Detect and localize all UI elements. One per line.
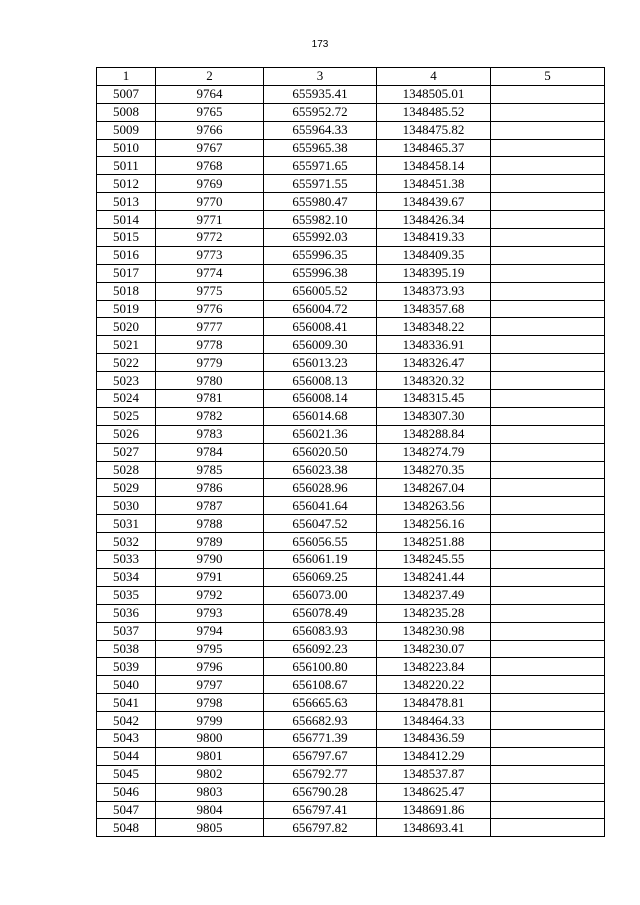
table-cell: 655992.03 — [264, 229, 377, 247]
table-cell: 9774 — [156, 264, 264, 282]
table-cell — [491, 801, 605, 819]
table-cell: 656061.19 — [264, 551, 377, 569]
table-cell: 1348478.81 — [377, 694, 491, 712]
table-cell: 5011 — [97, 157, 156, 175]
table-cell: 5014 — [97, 211, 156, 229]
table-cell — [491, 443, 605, 461]
table-cell: 656790.28 — [264, 783, 377, 801]
table-cell: 5043 — [97, 729, 156, 747]
table-cell — [491, 497, 605, 515]
table-cell: 5045 — [97, 765, 156, 783]
table-cell: 1348412.29 — [377, 747, 491, 765]
table-cell: 1348245.55 — [377, 551, 491, 569]
table-cell: 1348693.41 — [377, 819, 491, 837]
table-cell: 655971.65 — [264, 157, 377, 175]
table-cell — [491, 640, 605, 658]
table-row — [97, 300, 605, 318]
table-cell: 9793 — [156, 604, 264, 622]
table-row — [97, 694, 605, 712]
table-cell: 9791 — [156, 568, 264, 586]
table-cell — [491, 175, 605, 193]
table-cell: 5028 — [97, 461, 156, 479]
table-cell: 656008.41 — [264, 318, 377, 336]
table-cell: 5036 — [97, 604, 156, 622]
table-cell: 1348241.44 — [377, 568, 491, 586]
table-cell: 5021 — [97, 336, 156, 354]
table-row — [97, 640, 605, 658]
table-cell: 9799 — [156, 712, 264, 730]
table-cell: 9773 — [156, 246, 264, 264]
table-cell: 9777 — [156, 318, 264, 336]
table-cell — [491, 819, 605, 837]
table-cell: 655964.33 — [264, 121, 377, 139]
table-row — [97, 729, 605, 747]
table-cell: 5018 — [97, 282, 156, 300]
table-cell: 5015 — [97, 229, 156, 247]
table-cell: 9770 — [156, 193, 264, 211]
coordinates-table — [96, 67, 605, 837]
table-row — [97, 533, 605, 551]
table-cell: 5022 — [97, 354, 156, 372]
table-cell: 1348426.34 — [377, 211, 491, 229]
table-cell: 1348458.14 — [377, 157, 491, 175]
table-cell: 5042 — [97, 712, 156, 730]
table-cell: 656078.49 — [264, 604, 377, 622]
table-cell: 656092.23 — [264, 640, 377, 658]
table-cell: 1348274.79 — [377, 443, 491, 461]
table-cell: 656797.67 — [264, 747, 377, 765]
table-cell: 656797.41 — [264, 801, 377, 819]
table-cell: 9772 — [156, 229, 264, 247]
table-cell: 9800 — [156, 729, 264, 747]
table-cell: 9790 — [156, 551, 264, 569]
column-header: 1 — [97, 68, 156, 86]
table-cell: 5035 — [97, 586, 156, 604]
table-cell: 1348320.32 — [377, 372, 491, 390]
table-cell: 9785 — [156, 461, 264, 479]
table-cell: 1348465.37 — [377, 139, 491, 157]
table-row — [97, 246, 605, 264]
table-cell: 9787 — [156, 497, 264, 515]
table-cell: 1348691.86 — [377, 801, 491, 819]
table-cell: 1348625.47 — [377, 783, 491, 801]
table-row — [97, 229, 605, 247]
table-cell: 656021.36 — [264, 425, 377, 443]
table-cell: 1348419.33 — [377, 229, 491, 247]
table-cell: 5047 — [97, 801, 156, 819]
table-cell: 5039 — [97, 658, 156, 676]
table-cell: 5030 — [97, 497, 156, 515]
table-cell — [491, 336, 605, 354]
table-row — [97, 354, 605, 372]
table-row — [97, 479, 605, 497]
table-row — [97, 783, 605, 801]
table-cell — [491, 604, 605, 622]
table-cell: 1348230.07 — [377, 640, 491, 658]
column-header: 3 — [264, 68, 377, 86]
table-row — [97, 658, 605, 676]
table-cell — [491, 139, 605, 157]
table-cell: 5017 — [97, 264, 156, 282]
table-row — [97, 551, 605, 569]
table-cell: 656797.82 — [264, 819, 377, 837]
table-cell: 1348251.88 — [377, 533, 491, 551]
table-row — [97, 318, 605, 336]
table-cell: 655982.10 — [264, 211, 377, 229]
table-cell: 1348464.33 — [377, 712, 491, 730]
table-row — [97, 443, 605, 461]
table-cell: 5009 — [97, 121, 156, 139]
table-cell: 656008.13 — [264, 372, 377, 390]
column-header: 5 — [491, 68, 605, 86]
table-cell: 5037 — [97, 622, 156, 640]
table-cell: 1348220.22 — [377, 676, 491, 694]
table-cell: 656682.93 — [264, 712, 377, 730]
table-cell — [491, 193, 605, 211]
table-row — [97, 497, 605, 515]
table-cell — [491, 354, 605, 372]
table-cell — [491, 765, 605, 783]
table-cell — [491, 425, 605, 443]
table-cell — [491, 407, 605, 425]
table-cell — [491, 246, 605, 264]
table-cell: 1348263.56 — [377, 497, 491, 515]
table-cell: 9792 — [156, 586, 264, 604]
table-cell: 9794 — [156, 622, 264, 640]
table-cell: 1348256.16 — [377, 515, 491, 533]
table-row — [97, 264, 605, 282]
table-cell: 656069.25 — [264, 568, 377, 586]
table-cell: 656008.14 — [264, 390, 377, 408]
table-row — [97, 801, 605, 819]
table-cell: 655996.35 — [264, 246, 377, 264]
table-cell — [491, 551, 605, 569]
table-cell: 9803 — [156, 783, 264, 801]
table-cell — [491, 694, 605, 712]
table-cell: 656014.68 — [264, 407, 377, 425]
table-cell: 5041 — [97, 694, 156, 712]
table-cell: 5010 — [97, 139, 156, 157]
table-cell: 5048 — [97, 819, 156, 837]
table-cell: 655980.47 — [264, 193, 377, 211]
table-cell: 656041.64 — [264, 497, 377, 515]
table-cell: 5023 — [97, 372, 156, 390]
table-cell: 1348307.30 — [377, 407, 491, 425]
table-cell: 9796 — [156, 658, 264, 676]
table-row — [97, 407, 605, 425]
table-cell: 9764 — [156, 85, 264, 103]
table-cell: 5026 — [97, 425, 156, 443]
table-cell: 655965.38 — [264, 139, 377, 157]
table-cell: 656056.55 — [264, 533, 377, 551]
table-cell: 5031 — [97, 515, 156, 533]
table-row — [97, 604, 605, 622]
table-row — [97, 390, 605, 408]
table-cell: 1348223.84 — [377, 658, 491, 676]
table-row — [97, 712, 605, 730]
table-cell — [491, 729, 605, 747]
table-cell: 5027 — [97, 443, 156, 461]
table-cell: 9805 — [156, 819, 264, 837]
table-cell: 1348288.84 — [377, 425, 491, 443]
table-row — [97, 372, 605, 390]
table-cell: 9765 — [156, 103, 264, 121]
table-cell: 1348336.91 — [377, 336, 491, 354]
table-cell — [491, 390, 605, 408]
table-cell: 5032 — [97, 533, 156, 551]
table-cell: 5008 — [97, 103, 156, 121]
table-cell: 655952.72 — [264, 103, 377, 121]
table-cell: 9786 — [156, 479, 264, 497]
table-cell: 9767 — [156, 139, 264, 157]
table-cell: 1348235.28 — [377, 604, 491, 622]
table-cell — [491, 229, 605, 247]
table-cell: 9780 — [156, 372, 264, 390]
table-cell — [491, 121, 605, 139]
table-row — [97, 211, 605, 229]
table-row — [97, 676, 605, 694]
table-row — [97, 85, 605, 103]
table-cell: 9768 — [156, 157, 264, 175]
table-cell: 656771.39 — [264, 729, 377, 747]
table-cell — [491, 300, 605, 318]
table-cell: 9798 — [156, 694, 264, 712]
table-cell: 5013 — [97, 193, 156, 211]
table-cell: 5020 — [97, 318, 156, 336]
table-cell: 656083.93 — [264, 622, 377, 640]
table-cell — [491, 157, 605, 175]
table-cell: 9783 — [156, 425, 264, 443]
table-row — [97, 765, 605, 783]
table-cell — [491, 712, 605, 730]
table-cell: 1348505.01 — [377, 85, 491, 103]
table-cell: 9802 — [156, 765, 264, 783]
table-cell: 1348537.87 — [377, 765, 491, 783]
table-cell: 9775 — [156, 282, 264, 300]
table-cell: 656028.96 — [264, 479, 377, 497]
table-cell: 656023.38 — [264, 461, 377, 479]
table-cell: 1348270.35 — [377, 461, 491, 479]
table-cell: 656108.67 — [264, 676, 377, 694]
table-cell: 9789 — [156, 533, 264, 551]
table-row — [97, 336, 605, 354]
table-cell: 1348395.19 — [377, 264, 491, 282]
table-row — [97, 747, 605, 765]
table-cell: 5044 — [97, 747, 156, 765]
table-cell — [491, 515, 605, 533]
table-cell: 1348267.04 — [377, 479, 491, 497]
table-cell: 656009.30 — [264, 336, 377, 354]
table-row — [97, 139, 605, 157]
table-cell: 5040 — [97, 676, 156, 694]
table-cell: 1348357.68 — [377, 300, 491, 318]
table-body — [97, 85, 605, 836]
table-cell: 1348451.38 — [377, 175, 491, 193]
table-cell: 5025 — [97, 407, 156, 425]
table-cell: 5033 — [97, 551, 156, 569]
table-cell: 656004.72 — [264, 300, 377, 318]
table-cell: 656013.23 — [264, 354, 377, 372]
table-cell — [491, 783, 605, 801]
table-cell: 9784 — [156, 443, 264, 461]
table-cell — [491, 658, 605, 676]
table-cell: 9797 — [156, 676, 264, 694]
table-cell: 9776 — [156, 300, 264, 318]
table-cell: 655971.55 — [264, 175, 377, 193]
table-cell: 9804 — [156, 801, 264, 819]
table-cell: 9769 — [156, 175, 264, 193]
table-row — [97, 819, 605, 837]
table-row — [97, 282, 605, 300]
table-cell: 9795 — [156, 640, 264, 658]
table-cell — [491, 211, 605, 229]
table-cell: 1348230.98 — [377, 622, 491, 640]
table-cell: 9781 — [156, 390, 264, 408]
table-cell: 9801 — [156, 747, 264, 765]
table-cell — [491, 282, 605, 300]
table-row — [97, 622, 605, 640]
table-row — [97, 121, 605, 139]
table-cell — [491, 568, 605, 586]
table-cell: 656073.00 — [264, 586, 377, 604]
page-number: 173 — [311, 39, 329, 50]
table-cell: 1348373.93 — [377, 282, 491, 300]
table-cell — [491, 318, 605, 336]
table-cell: 656005.52 — [264, 282, 377, 300]
table-cell — [491, 103, 605, 121]
table-cell — [491, 85, 605, 103]
table-row — [97, 425, 605, 443]
table-cell: 1348485.52 — [377, 103, 491, 121]
table-cell: 9766 — [156, 121, 264, 139]
table-cell — [491, 372, 605, 390]
table-row — [97, 461, 605, 479]
table-cell: 656047.52 — [264, 515, 377, 533]
table-cell: 1348436.59 — [377, 729, 491, 747]
table-cell: 9779 — [156, 354, 264, 372]
table-cell: 1348475.82 — [377, 121, 491, 139]
table-cell — [491, 461, 605, 479]
table-cell — [491, 586, 605, 604]
table-cell — [491, 622, 605, 640]
table-cell: 1348315.45 — [377, 390, 491, 408]
table-cell: 1348439.67 — [377, 193, 491, 211]
table-cell: 1348409.35 — [377, 246, 491, 264]
table-row — [97, 586, 605, 604]
table-cell: 5012 — [97, 175, 156, 193]
column-header: 2 — [156, 68, 264, 86]
table-cell: 656100.80 — [264, 658, 377, 676]
table-cell — [491, 479, 605, 497]
table-row — [97, 193, 605, 211]
table-cell — [491, 747, 605, 765]
table-cell: 9771 — [156, 211, 264, 229]
table-cell: 1348348.22 — [377, 318, 491, 336]
table-cell: 1348326.47 — [377, 354, 491, 372]
column-header: 4 — [377, 68, 491, 86]
table-row — [97, 103, 605, 121]
table-cell: 5046 — [97, 783, 156, 801]
table-cell: 9788 — [156, 515, 264, 533]
table-cell: 5019 — [97, 300, 156, 318]
table-cell: 5024 — [97, 390, 156, 408]
table-cell: 656792.77 — [264, 765, 377, 783]
table-cell: 656020.50 — [264, 443, 377, 461]
table-cell: 5007 — [97, 85, 156, 103]
table-cell: 5038 — [97, 640, 156, 658]
table-cell — [491, 676, 605, 694]
table-row — [97, 515, 605, 533]
table-cell: 9782 — [156, 407, 264, 425]
table-row — [97, 175, 605, 193]
table-cell: 655996.38 — [264, 264, 377, 282]
table-cell: 5034 — [97, 568, 156, 586]
table-cell: 655935.41 — [264, 85, 377, 103]
table-row — [97, 568, 605, 586]
table-row — [97, 157, 605, 175]
table-cell — [491, 533, 605, 551]
table-cell: 9778 — [156, 336, 264, 354]
table-cell: 5016 — [97, 246, 156, 264]
table-cell: 5029 — [97, 479, 156, 497]
table-cell — [491, 264, 605, 282]
table-cell: 1348237.49 — [377, 586, 491, 604]
table-header-row — [97, 68, 605, 86]
table-cell: 656665.63 — [264, 694, 377, 712]
